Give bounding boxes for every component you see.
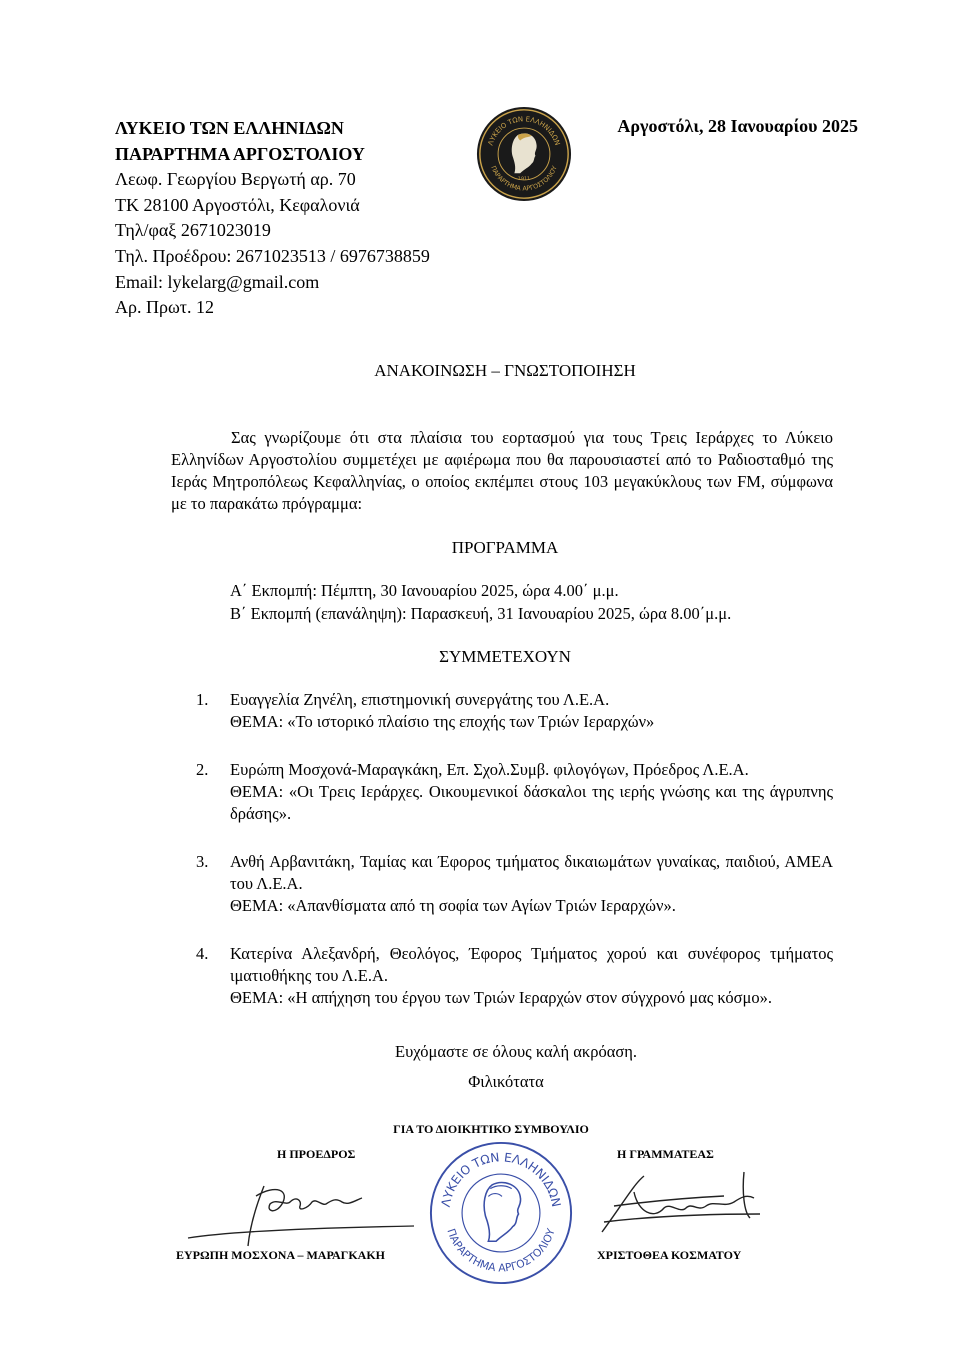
broadcast-a: Α΄ Εκπομπή: Πέμπτη, 30 Ιανουαρίου 2025, ώρα 4.00΄ μ.μ. [230, 581, 619, 600]
intro-text: Σας γνωρίζουμε ότι στα πλαίσια του εορτασμού για τους Τρεις Ιεράρχες το Λύκειο Ελληνίδων Αργοστολίου συμμετέχει με αφιέρωμα που θα παρουσιαστεί από το Ραδιοσταθμό της Ιεράς Μητροπόλεως Κεφαλληνίας, ο οποίος εκπέμπει στους 103 μεγακύκλους των FM, σύμφωνα με το παρακάτω πρόγραμμα: [171, 428, 833, 513]
document-date: Αργοστόλι, 28 Ιανουαρίου 2025 [617, 116, 858, 136]
secretary-role: Η ΓΡΑΜΜΑΤΕΑΣ [617, 1147, 714, 1161]
protocol-number: Αρ. Πρωτ. 12 [115, 297, 215, 318]
sender-block [115, 116, 430, 321]
regards: Φιλικότατα [468, 1072, 544, 1091]
item-number: 3. [196, 852, 209, 871]
item-number: 2. [196, 760, 209, 779]
president-name: ΕΥΡΩΠΗ ΜΟΣΧΟΝΑ – ΜΑΡΑΓΚΑΚΗ [176, 1248, 385, 1262]
secretary-signature [594, 1162, 764, 1242]
svg-text:ΛΥΚΕΙΟ ΤΩΝ ΕΛΛΗΝΙΔΩΝ: ΛΥΚΕΙΟ ΤΩΝ ΕΛΛΗΝΙΔΩΝ [438, 1150, 564, 1209]
postal-code: ΤΚ 28100 Αργοστόλι, Κεφαλονιά [115, 194, 360, 215]
program-title: ΠΡΟΓΡΑΜΜΑ [451, 538, 559, 557]
president-role: Η ΠΡΟΕΔΡΟΣ [277, 1147, 356, 1161]
broadcast-schedule [230, 579, 731, 625]
participant-topic: ΘΕΜΑ: «Απανθίσματα από τη σοφία των Αγίων Τριών Ιεραρχών». [230, 896, 676, 915]
item-number: 4. [196, 944, 209, 963]
address: Λεωφ. Γεωργίου Βεργωτή αρ. 70 [115, 169, 356, 190]
svg-text:ΛΥΚΕΙΟ ΤΩΝ ΕΛΛΗΝΙΔΩΝ: ΛΥΚΕΙΟ ΤΩΝ ΕΛΛΗΝΙΔΩΝ [486, 115, 562, 147]
official-stamp [428, 1140, 574, 1286]
participants-title: ΣΥΜΜΕΤΕΧΟΥΝ [439, 647, 571, 666]
svg-text:ΠΑΡΑΡΤΗΜΑ ΑΡΓΟΣΤΟΛΙΟΥ: ΠΑΡΑΡΤΗΜΑ ΑΡΓΟΣΤΟΛΙΟΥ [444, 1226, 558, 1275]
list-item [196, 943, 833, 1009]
participant-topic: ΘΕΜΑ: «Το ιστορικό πλαίσιο της εποχής των Τριών Ιεραρχών» [230, 712, 655, 731]
participant-topic: ΘΕΜΑ: «Η απήχηση του έργου των Τριών Ιεραρχών στον σύγχρονό μας κόσμο». [230, 988, 772, 1007]
participant-topic: ΘΕΜΑ: «Οι Τρεις Ιεράρχες. Οικουμενικοί δάσκαλοι της ιερής γνώσης και της άγρυπνης δράσης». [230, 782, 833, 823]
participant-person: Ανθή Αρβανιτάκη, Ταμίας και Έφορος τμήματος δικαιωμάτων γυναίκας, παιδιού, ΑΜΕΑ του Λ.Ε.Α. [230, 852, 833, 893]
org-name: ΛΥΚΕΙΟ ΤΩΝ ΕΛΛΗΝΙΔΩΝ [115, 118, 344, 138]
participants-list [196, 689, 833, 1035]
broadcast-b: Β΄ Εκπομπή (επανάληψη): Παρασκευή, 31 Ιανουαρίου 2025, ώρα 8.00΄μ.μ. [230, 604, 732, 623]
svg-text:ΠΑΡΑΡΤΗΜΑ ΑΡΓΟΣΤΟΛΙΟΥ: ΠΑΡΑΡΤΗΜΑ ΑΡΓΟΣΤΟΛΙΟΥ [489, 164, 559, 193]
closing-wish: Ευχόμαστε σε όλους καλή ακρόαση. [395, 1042, 637, 1061]
list-item [196, 689, 833, 733]
participant-person: Κατερίνα Αλεξανδρή, Θεολόγος, Έφορος Τμήματος χορού και συνέφορος τμήματος ιματιοθήκης του Λ.Ε.Α. [230, 944, 833, 985]
item-number: 1. [196, 690, 209, 709]
participant-person: Ευαγγελία Ζηνέλη, επιστημονική συνεργάτης του Λ.Ε.Α. [230, 690, 610, 709]
list-item [196, 851, 833, 917]
svg-text:1911: 1911 [517, 176, 531, 182]
president-phone: Τηλ. Προέδρου: 2671023513 / 6976738859 [115, 245, 430, 266]
secretary-name: ΧΡΙΣΤΟΘΕΑ ΚΟΣΜΑΤΟΥ [597, 1248, 742, 1262]
intro-paragraph [171, 427, 833, 515]
list-item [196, 759, 833, 825]
president-signature [186, 1176, 416, 1256]
lyceum-logo [476, 106, 572, 202]
email: Email: lykelarg@gmail.com [115, 271, 320, 292]
announcement-title: ΑΝΑΚΟΙΝΩΣΗ – ΓΝΩΣΤΟΠΟΙΗΣΗ [374, 361, 636, 380]
phone-fax: Τηλ/φαξ 2671023019 [115, 220, 271, 241]
board-heading: ΓΙΑ ΤΟ ΔΙΟΙΚΗΤΙΚΟ ΣΥΜΒΟΥΛΙΟ [393, 1122, 589, 1136]
participant-person: Ευρώπη Μοσχονά-Μαραγκάκη, Επ. Σχολ.Συμβ. φιλογόγων, Πρόεδρος Λ.Ε.Α. [230, 760, 749, 779]
org-branch: ΠΑΡΑΡΤΗΜΑ ΑΡΓΟΣΤΟΛΙΟΥ [115, 143, 365, 164]
